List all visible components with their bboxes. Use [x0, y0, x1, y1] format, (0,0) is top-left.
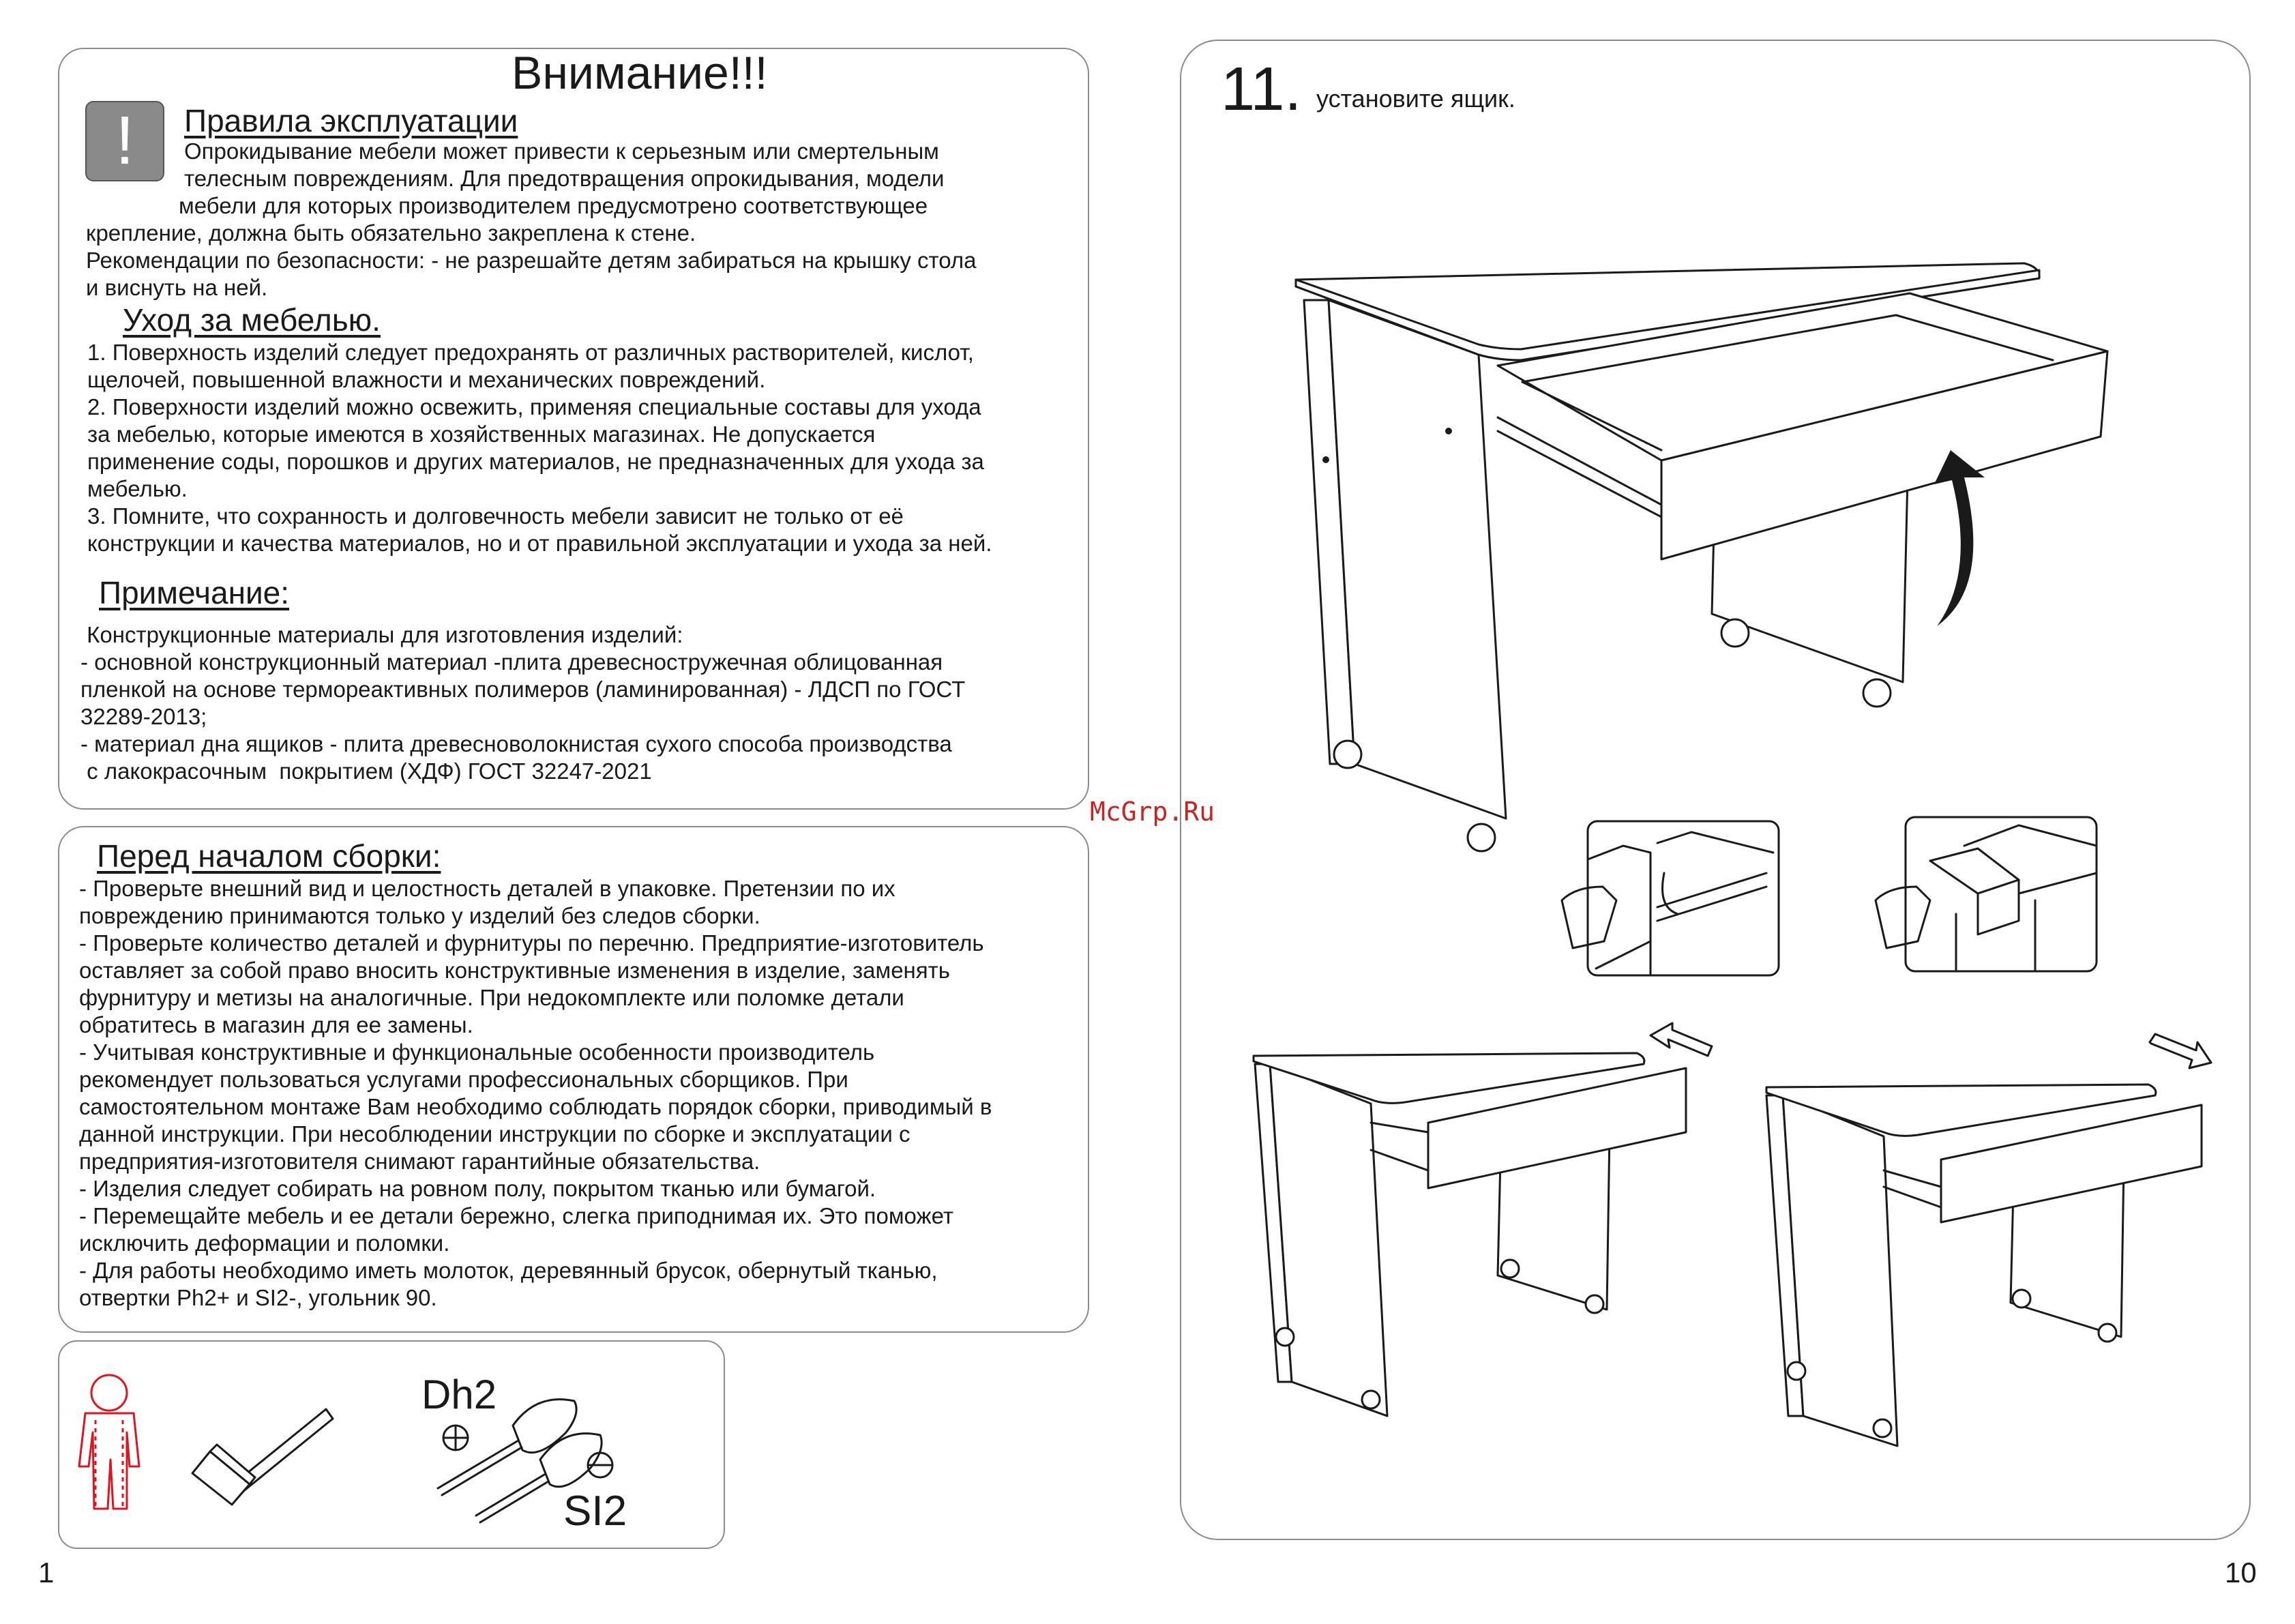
text-line: предприятия-изготовителя снимают гарантийные обязательства. — [79, 1149, 760, 1174]
text-line: - Учитывая конструктивные и функциональные особенности производитель — [79, 1039, 875, 1065]
text-line: Рекомендации по безопасности: - не разрешайте детям забираться на крышку стола — [86, 248, 977, 273]
text-line: применение соды, порошков и других материалов, не предназначенных для ухода за — [87, 449, 984, 474]
text-line: - основной конструкционный материал -плита древесностружечная облицованная — [80, 649, 943, 675]
text-line: оставляет за собой право вносить конструктивные изменения в изделие, заменять — [79, 958, 950, 983]
text-line: данной инструкции. При несоблюдении инструкции по сборке и эксплуатации с — [79, 1121, 910, 1147]
curved-arrow-icon — [1934, 450, 1985, 626]
text-line: - Для работы необходимо иметь молоток, деревянный брусок, обернутый тканью, — [79, 1258, 938, 1283]
assembly-heading: Перед началом сборки: — [97, 838, 441, 874]
text-line: - Изделия следует собирать на ровном полу, покрытом тканью или бумагой. — [79, 1176, 876, 1201]
text-line: - материал дна ящиков - плита древесноволокнистая сухого способа производства — [80, 731, 952, 756]
page-number-left: 1 — [38, 1556, 55, 1589]
arrow-push-icon — [1650, 1023, 1712, 1056]
step-instruction: установите ящик. — [1316, 85, 1515, 113]
text-line: мебелью. — [87, 476, 188, 501]
desk-small-right-drawing — [1766, 1084, 2202, 1446]
detail-inset-insert — [1876, 817, 2097, 971]
text-line: мебели для которых производителем предусмотрено соответствующее — [179, 193, 928, 218]
text-line: - Проверьте внешний вид и целостность деталей в упаковке. Претензии по их — [79, 876, 895, 901]
text-line: конструкции и качества материалов, но и от правильной эксплуатации и ухода за ней. — [87, 531, 992, 556]
text-line: исключить деформации и поломки. — [79, 1230, 450, 1256]
text-line: пленкой на основе термореактивных полимеров (ламинированная) - ЛДСП по ГОСТ — [80, 677, 966, 702]
text-line: рекомендует пользоваться услугами профессиональных сборщиков. При — [79, 1067, 848, 1092]
desk-main-drawing — [1296, 263, 2107, 851]
detail-inset-release — [1562, 821, 1779, 975]
text-line: - Проверьте количество деталей и фурнитуры по перечню. Предприятие-изготовитель — [79, 930, 984, 956]
text-line: повреждению принимаются только у изделий без следов сборки. — [79, 903, 760, 928]
text-line: крепление, должна быть обязательно закреплена к стене. — [86, 220, 696, 246]
text-line: - Перемещайте мебель и ее детали бережно, слегка приподнимая их. Это поможет — [79, 1203, 953, 1228]
text-line: Конструкционные материалы для изготовления изделий: — [80, 622, 683, 647]
desk-small-left-drawing — [1254, 1053, 1686, 1416]
text-line: щелочей, повышенной влажности и механических повреждений. — [87, 367, 766, 392]
step-number: 11. — [1221, 55, 1302, 123]
text-line: 32289-2013; — [80, 704, 207, 729]
arrow-pull-icon — [2150, 1034, 2211, 1068]
rules-heading: Правила эксплуатации — [184, 103, 518, 138]
text-line: обратитесь в магазин для ее замены. — [79, 1012, 473, 1037]
note-heading: Примечание: — [99, 575, 290, 610]
text-line: 2. Поверхности изделий можно освежить, применяя специальные составы для ухода — [87, 394, 981, 419]
text-line: телесным повреждениям. Для предотвращения опрокидывания, модели — [184, 166, 945, 191]
text-line: с лакокрасочным покрытием (ХДФ) ГОСТ 32247-2021 — [80, 758, 652, 784]
page-number-right: 10 — [2225, 1556, 2257, 1589]
text-line: Опрокидывание мебели может привести к серьезным или смертельным — [184, 138, 939, 164]
slotted-label: SI2 — [563, 1488, 627, 1535]
watermark: McGrp.Ru — [1090, 797, 1215, 827]
text-line: и виснуть на ней. — [86, 275, 268, 300]
phillips-label: Dh2 — [421, 1372, 497, 1417]
text-line: 1. Поверхность изделий следует предохранять от различных растворителей, кислот, — [87, 340, 974, 365]
warning-title: Внимание!!! — [512, 47, 768, 99]
text-line: за мебелью, которые имеются в хозяйственных магазинах. Не допускается — [87, 422, 876, 447]
text-line: самостоятельном монтаже Вам необходимо соблюдать порядок сборки, приводимый в — [79, 1094, 992, 1119]
text-line: 3. Помните, что сохранность и долговечность мебели зависит не только от её — [87, 503, 904, 529]
exclamation-icon: ! — [115, 102, 134, 179]
text-line: отвертки Ph2+ и SI2-, угольник 90. — [79, 1285, 437, 1310]
care-heading: Уход за мебелью. — [123, 302, 381, 338]
text-line: фурнитуру и метизы на аналогичные. При недокомплекте или поломке детали — [79, 985, 904, 1010]
